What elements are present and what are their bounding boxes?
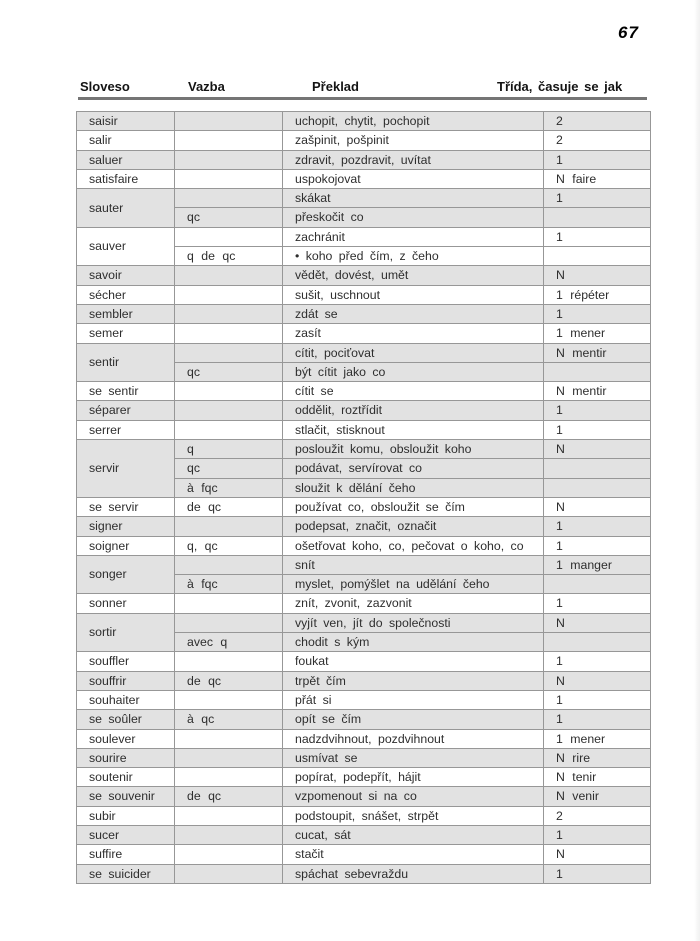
table-row <box>77 151 651 170</box>
verb-cell: sembler <box>77 305 175 324</box>
verb-cell: salir <box>77 131 175 150</box>
preklad-cell: zachránit <box>283 228 544 247</box>
preklad-cell: opít se čím <box>283 710 544 729</box>
preklad-cell: trpět čím <box>283 672 544 691</box>
vazba-cell <box>175 865 283 884</box>
preklad-cell: podepsat, značit, označit <box>283 517 544 536</box>
page-number: 67 <box>618 23 639 42</box>
trida-cell: 1 <box>544 865 651 884</box>
trida-cell: 1 <box>544 691 651 710</box>
preklad-cell: přát si <box>283 691 544 710</box>
table-row <box>77 556 651 575</box>
verb-cell: songer <box>77 556 175 595</box>
vazba-cell <box>175 266 283 285</box>
trida-cell: N faire <box>544 170 651 189</box>
table-row <box>77 228 651 247</box>
vazba-cell <box>175 421 283 440</box>
verb-cell: sourire <box>77 749 175 768</box>
trida-cell: N venir <box>544 787 651 806</box>
vazba-cell <box>175 807 283 826</box>
trida-cell: N mentir <box>544 344 651 363</box>
trida-cell: 2 <box>544 112 651 131</box>
verb-cell: se servir <box>77 498 175 517</box>
trida-cell: 1 <box>544 189 651 208</box>
vazba-cell <box>175 305 283 324</box>
verb-table-wrap <box>76 111 651 884</box>
vazba-cell <box>175 614 283 633</box>
trida-cell: N tenir <box>544 768 651 787</box>
verb-table-body <box>77 112 651 884</box>
trida-cell: 1 <box>544 537 651 556</box>
verb-cell: satisfaire <box>77 170 175 189</box>
table-row <box>77 266 651 285</box>
verb-cell: soulever <box>77 730 175 749</box>
verb-cell: savoir <box>77 266 175 285</box>
preklad-cell: skákat <box>283 189 544 208</box>
verb-cell: soigner <box>77 537 175 556</box>
trida-cell-empty <box>544 459 651 478</box>
table-row <box>77 112 651 131</box>
vazba-cell <box>175 131 283 150</box>
vazba-cell <box>175 324 283 343</box>
trida-cell: 1 <box>544 401 651 420</box>
trida-cell: 2 <box>544 131 651 150</box>
verb-cell: sonner <box>77 594 175 613</box>
table-row <box>77 845 651 864</box>
preklad-cell: stačit <box>283 845 544 864</box>
preklad-cell: sušit, uschnout <box>283 286 544 305</box>
preklad-cell: chodit s kým <box>283 633 544 652</box>
table-row <box>77 787 651 806</box>
table-row <box>77 382 651 401</box>
preklad-cell: snít <box>283 556 544 575</box>
trida-cell: 1 <box>544 305 651 324</box>
verb-cell: saluer <box>77 151 175 170</box>
trida-cell-empty <box>544 208 651 227</box>
verb-cell: subir <box>77 807 175 826</box>
preklad-cell: spáchat sebevraždu <box>283 865 544 884</box>
trida-cell: 1 <box>544 594 651 613</box>
vazba-cell: à fqc <box>175 479 283 498</box>
preklad-cell: ošetřovat koho, co, pečovat o koho, co <box>283 537 544 556</box>
verb-cell: sortir <box>77 614 175 653</box>
table-row <box>77 440 651 459</box>
verb-table <box>76 111 651 884</box>
header-rule <box>78 97 647 100</box>
preklad-cell: sloužit k dělání čeho <box>283 479 544 498</box>
table-row <box>77 498 651 517</box>
vazba-cell: à fqc <box>175 575 283 594</box>
preklad-cell: uspokojovat <box>283 170 544 189</box>
preklad-cell: posloužit komu, obsloužit koho <box>283 440 544 459</box>
preklad-cell: přeskočit co <box>283 208 544 227</box>
verb-cell: sauver <box>77 228 175 267</box>
table-row <box>77 691 651 710</box>
vazba-cell: qc <box>175 363 283 382</box>
vazba-cell <box>175 401 283 420</box>
preklad-cell: zašpinit, pošpinit <box>283 131 544 150</box>
preklad-cell: cucat, sát <box>283 826 544 845</box>
vazba-cell <box>175 286 283 305</box>
table-row <box>77 324 651 343</box>
column-header-sloveso: Sloveso <box>80 79 130 94</box>
column-header-preklad: Překlad <box>312 79 359 94</box>
preklad-cell: zasít <box>283 324 544 343</box>
verb-cell: se soûler <box>77 710 175 729</box>
table-row <box>77 730 651 749</box>
trida-cell-empty <box>544 575 651 594</box>
table-row <box>77 189 651 208</box>
verb-cell: sécher <box>77 286 175 305</box>
trida-cell-empty <box>544 479 651 498</box>
table-row <box>77 344 651 363</box>
trida-cell: N <box>544 440 651 459</box>
vazba-cell: de qc <box>175 498 283 517</box>
trida-cell: 2 <box>544 807 651 826</box>
trida-cell: 1 mener <box>544 324 651 343</box>
verb-cell: serrer <box>77 421 175 440</box>
verb-cell: servir <box>77 440 175 498</box>
preklad-cell: foukat <box>283 652 544 671</box>
vazba-cell <box>175 594 283 613</box>
preklad-cell: vědět, dovést, umět <box>283 266 544 285</box>
table-row <box>77 749 651 768</box>
vazba-cell <box>175 749 283 768</box>
preklad-cell: být cítit jako co <box>283 363 544 382</box>
trida-cell-empty <box>544 633 651 652</box>
table-row <box>77 517 651 536</box>
table-row <box>77 131 651 150</box>
trida-cell: 1 <box>544 710 651 729</box>
preklad-cell: myslet, pomýšlet na udělání čeho <box>283 575 544 594</box>
trida-cell: 1 <box>544 826 651 845</box>
trida-cell: 1 <box>544 228 651 247</box>
verb-cell: se sentir <box>77 382 175 401</box>
table-row <box>77 672 651 691</box>
vazba-cell: q <box>175 440 283 459</box>
preklad-cell: nadzdvihnout, pozdvihnout <box>283 730 544 749</box>
preklad-cell: zdravit, pozdravit, uvítat <box>283 151 544 170</box>
vazba-cell: qc <box>175 459 283 478</box>
trida-cell: N <box>544 614 651 633</box>
vazba-cell <box>175 151 283 170</box>
verb-cell: suffire <box>77 845 175 864</box>
verb-cell: souffler <box>77 652 175 671</box>
verb-cell: signer <box>77 517 175 536</box>
trida-cell: N <box>544 498 651 517</box>
verb-cell: souffrir <box>77 672 175 691</box>
trida-cell: 1 répéter <box>544 286 651 305</box>
vazba-cell <box>175 845 283 864</box>
trida-cell: N mentir <box>544 382 651 401</box>
table-row <box>77 537 651 556</box>
vazba-cell: avec q <box>175 633 283 652</box>
column-header-trida: Třída, časuje se jak <box>497 79 623 94</box>
vazba-cell <box>175 517 283 536</box>
preklad-cell: cítit se <box>283 382 544 401</box>
preklad-cell: • koho před čím, z čeho <box>283 247 544 266</box>
preklad-cell: používat co, obsloužit se čím <box>283 498 544 517</box>
table-row <box>77 807 651 826</box>
preklad-cell: oddělit, roztřídit <box>283 401 544 420</box>
vazba-cell: de qc <box>175 787 283 806</box>
column-header-vazba: Vazba <box>188 79 225 94</box>
table-row <box>77 710 651 729</box>
vazba-cell: qc <box>175 208 283 227</box>
trida-cell: 1 <box>544 151 651 170</box>
verb-cell: semer <box>77 324 175 343</box>
vazba-cell: q de qc <box>175 247 283 266</box>
preklad-cell: cítit, pociťovat <box>283 344 544 363</box>
verb-cell: se suicider <box>77 865 175 884</box>
table-row <box>77 826 651 845</box>
preklad-cell: usmívat se <box>283 749 544 768</box>
preklad-cell: vyjít ven, jít do společnosti <box>283 614 544 633</box>
preklad-cell: stlačit, stisknout <box>283 421 544 440</box>
trida-cell: 1 <box>544 652 651 671</box>
table-row <box>77 768 651 787</box>
vazba-cell: de qc <box>175 672 283 691</box>
vazba-cell: q, qc <box>175 537 283 556</box>
vazba-cell <box>175 170 283 189</box>
vazba-cell <box>175 556 283 575</box>
trida-cell: 1 manger <box>544 556 651 575</box>
table-row <box>77 594 651 613</box>
table-row <box>77 305 651 324</box>
verb-cell: sentir <box>77 344 175 383</box>
trida-cell: 1 <box>544 421 651 440</box>
vazba-cell <box>175 344 283 363</box>
verb-cell: séparer <box>77 401 175 420</box>
vazba-cell <box>175 691 283 710</box>
preklad-cell: uchopit, chytit, pochopit <box>283 112 544 131</box>
verb-cell: saisir <box>77 112 175 131</box>
vazba-cell <box>175 826 283 845</box>
vazba-cell <box>175 730 283 749</box>
vazba-cell: à qc <box>175 710 283 729</box>
scan-edge-shadow <box>694 0 700 941</box>
vazba-cell <box>175 382 283 401</box>
preklad-cell: popírat, podepřít, hájit <box>283 768 544 787</box>
trida-cell: N <box>544 672 651 691</box>
trida-cell: N rire <box>544 749 651 768</box>
preklad-cell: vzpomenout si na co <box>283 787 544 806</box>
table-row <box>77 652 651 671</box>
trida-cell: N <box>544 266 651 285</box>
trida-cell-empty <box>544 247 651 266</box>
table-row <box>77 286 651 305</box>
table-row <box>77 421 651 440</box>
preklad-cell: zdát se <box>283 305 544 324</box>
trida-cell: 1 mener <box>544 730 651 749</box>
vazba-cell <box>175 652 283 671</box>
column-headers <box>0 79 700 95</box>
verb-cell: souhaiter <box>77 691 175 710</box>
trida-cell-empty <box>544 363 651 382</box>
trida-cell: N <box>544 845 651 864</box>
verb-cell: sauter <box>77 189 175 228</box>
preklad-cell: podstoupit, snášet, strpět <box>283 807 544 826</box>
verb-cell: se souvenir <box>77 787 175 806</box>
vazba-cell <box>175 189 283 208</box>
vazba-cell <box>175 228 283 247</box>
preklad-cell: znít, zvonit, zazvonit <box>283 594 544 613</box>
table-row <box>77 170 651 189</box>
table-row <box>77 401 651 420</box>
trida-cell: 1 <box>544 517 651 536</box>
preklad-cell: podávat, servírovat co <box>283 459 544 478</box>
vazba-cell <box>175 768 283 787</box>
vazba-cell <box>175 112 283 131</box>
table-row <box>77 865 651 884</box>
table-row <box>77 614 651 633</box>
verb-cell: soutenir <box>77 768 175 787</box>
verb-cell: sucer <box>77 826 175 845</box>
